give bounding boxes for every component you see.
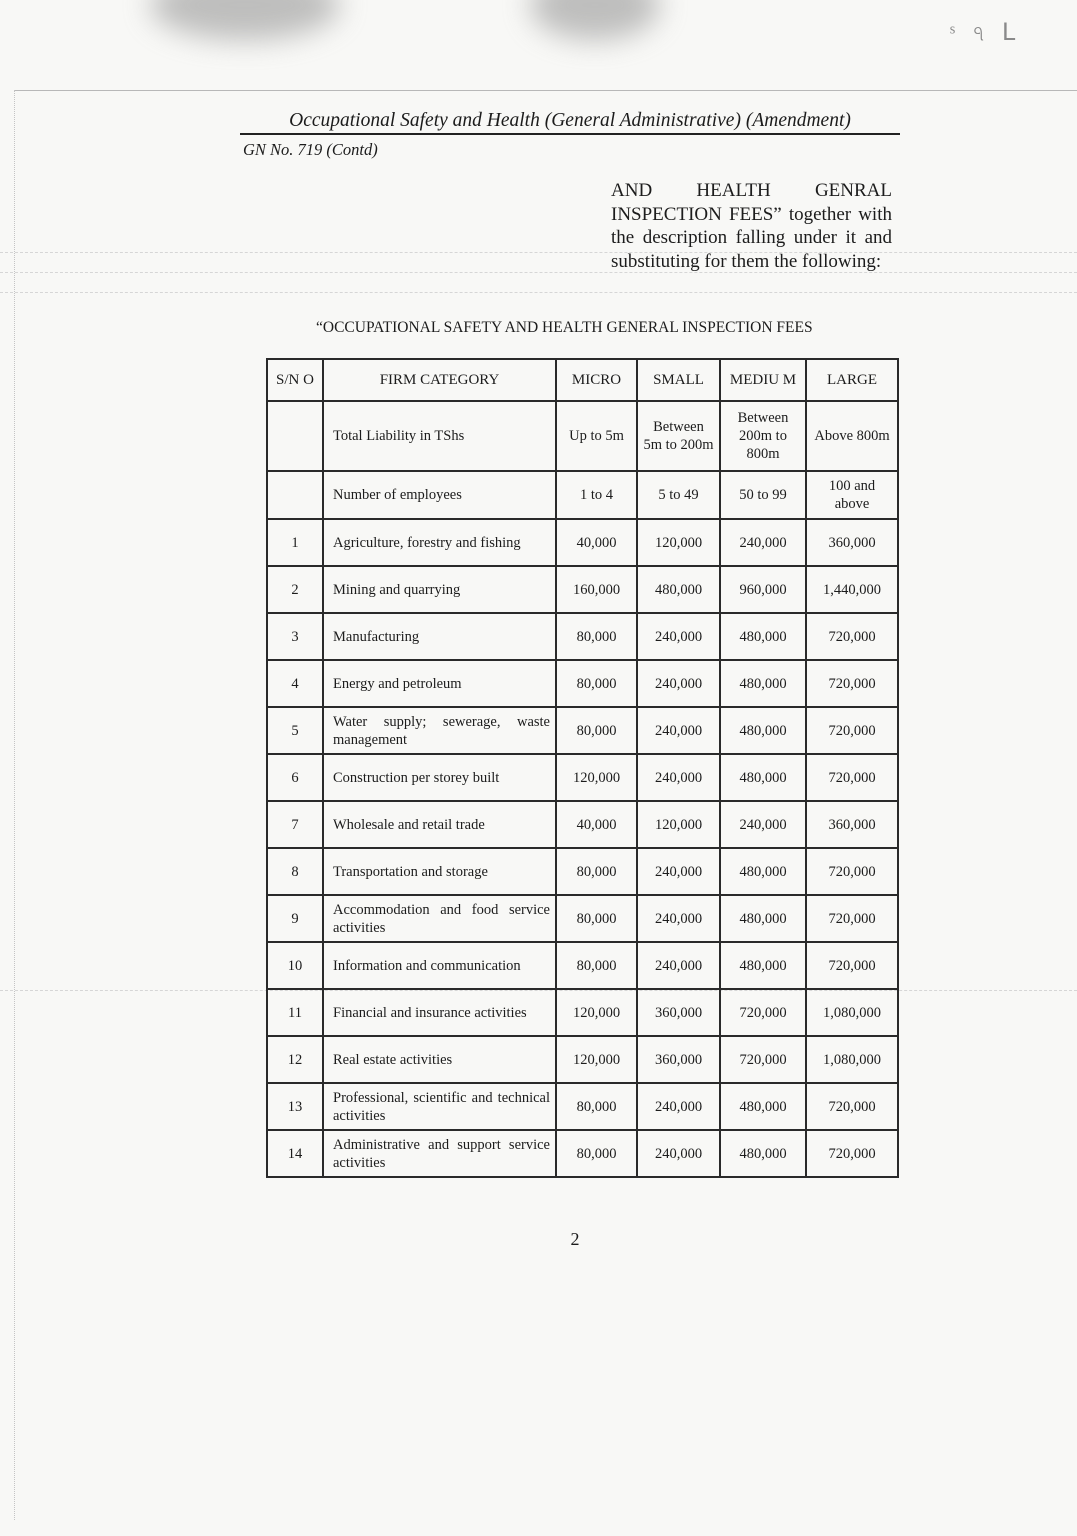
gn-number: GN No. 719 (Contd) bbox=[243, 140, 378, 159]
table-row bbox=[267, 1036, 898, 1083]
row-category: Real estate activities bbox=[323, 1036, 556, 1083]
liability-medium: Between 200m to 800m bbox=[720, 401, 806, 471]
row-small-fee: 240,000 bbox=[637, 1130, 720, 1177]
table-row bbox=[267, 1083, 898, 1130]
row-sn: 12 bbox=[267, 1036, 323, 1083]
row-large-fee: 720,000 bbox=[806, 707, 898, 754]
row-sn: 1 bbox=[267, 519, 323, 566]
row-medium-fee: 480,000 bbox=[720, 942, 806, 989]
scan-artifact-line bbox=[0, 252, 1077, 253]
liability-large: Above 800m bbox=[806, 401, 898, 471]
row-category: Construction per storey built bbox=[323, 754, 556, 801]
row-category: Wholesale and retail trade bbox=[323, 801, 556, 848]
row-micro-fee: 120,000 bbox=[556, 989, 637, 1036]
row-sn: 7 bbox=[267, 801, 323, 848]
table-row bbox=[267, 942, 898, 989]
row-medium-fee: 720,000 bbox=[720, 1036, 806, 1083]
row-sn: 3 bbox=[267, 613, 323, 660]
row-small-fee: 240,000 bbox=[637, 754, 720, 801]
row-micro-fee: 80,000 bbox=[556, 660, 637, 707]
table-row bbox=[267, 989, 898, 1036]
row-micro-fee: 120,000 bbox=[556, 754, 637, 801]
liability-small: Between 5m to 200m bbox=[637, 401, 720, 471]
row-sn: 9 bbox=[267, 895, 323, 942]
row-small-fee: 240,000 bbox=[637, 942, 720, 989]
row-sn: 5 bbox=[267, 707, 323, 754]
row-large-fee: 360,000 bbox=[806, 519, 898, 566]
row-category: Administrative and support service activities bbox=[323, 1130, 556, 1177]
row-category: Financial and insurance activities bbox=[323, 989, 556, 1036]
employees-row bbox=[267, 471, 898, 519]
table-row bbox=[267, 848, 898, 895]
row-sn: 10 bbox=[267, 942, 323, 989]
row-category: Transportation and storage bbox=[323, 848, 556, 895]
row-large-fee: 1,080,000 bbox=[806, 1036, 898, 1083]
employees-medium: 50 to 99 bbox=[720, 471, 806, 519]
table-row bbox=[267, 566, 898, 613]
row-sn: 4 bbox=[267, 660, 323, 707]
row-large-fee: 720,000 bbox=[806, 1083, 898, 1130]
page-number: 2 bbox=[570, 1229, 580, 1249]
row-medium-fee: 480,000 bbox=[720, 660, 806, 707]
table-row bbox=[267, 895, 898, 942]
row-micro-fee: 160,000 bbox=[556, 566, 637, 613]
row-small-fee: 240,000 bbox=[637, 660, 720, 707]
row-medium-fee: 480,000 bbox=[720, 895, 806, 942]
row-small-fee: 120,000 bbox=[637, 801, 720, 848]
row-category: Energy and petroleum bbox=[323, 660, 556, 707]
row-small-fee: 240,000 bbox=[637, 613, 720, 660]
row-micro-fee: 80,000 bbox=[556, 942, 637, 989]
row-small-fee: 360,000 bbox=[637, 1036, 720, 1083]
table-header-row bbox=[267, 359, 898, 401]
employees-large: 100 and above bbox=[806, 471, 898, 519]
intro-paragraph: AND HEALTH GENRAL INSPECTION FEES” together with the description falling under it and substituting for them the following: bbox=[611, 180, 892, 272]
row-micro-fee: 120,000 bbox=[556, 1036, 637, 1083]
row-large-fee: 720,000 bbox=[806, 895, 898, 942]
row-medium-fee: 240,000 bbox=[720, 801, 806, 848]
table-row bbox=[267, 613, 898, 660]
table-row bbox=[267, 660, 898, 707]
header-sn: S/N O bbox=[267, 359, 323, 401]
row-medium-fee: 960,000 bbox=[720, 566, 806, 613]
employees-label: Number of employees bbox=[323, 471, 556, 519]
scan-corner-mark: ˢ ঀ ᒪ bbox=[950, 20, 1022, 46]
row-sn: 14 bbox=[267, 1130, 323, 1177]
employees-micro: 1 to 4 bbox=[556, 471, 637, 519]
row-small-fee: 240,000 bbox=[637, 848, 720, 895]
header-medium: MEDIU M bbox=[720, 359, 806, 401]
header-large: LARGE bbox=[806, 359, 898, 401]
row-large-fee: 360,000 bbox=[806, 801, 898, 848]
table-cell-sn bbox=[267, 471, 323, 519]
row-large-fee: 720,000 bbox=[806, 754, 898, 801]
row-micro-fee: 80,000 bbox=[556, 895, 637, 942]
scan-left-edge bbox=[14, 90, 15, 1520]
row-medium-fee: 480,000 bbox=[720, 848, 806, 895]
row-medium-fee: 480,000 bbox=[720, 1083, 806, 1130]
row-small-fee: 240,000 bbox=[637, 707, 720, 754]
row-micro-fee: 80,000 bbox=[556, 1083, 637, 1130]
row-medium-fee: 720,000 bbox=[720, 989, 806, 1036]
row-sn: 11 bbox=[267, 989, 323, 1036]
row-small-fee: 240,000 bbox=[637, 895, 720, 942]
row-micro-fee: 80,000 bbox=[556, 848, 637, 895]
scan-artifact-line bbox=[0, 272, 1077, 273]
running-header-title: Occupational Safety and Health (General Administrative) (Amendment) bbox=[240, 110, 900, 135]
row-sn: 2 bbox=[267, 566, 323, 613]
scan-smudge-right bbox=[530, 0, 660, 40]
scan-smudge-left bbox=[150, 0, 340, 40]
row-small-fee: 480,000 bbox=[637, 566, 720, 613]
row-micro-fee: 80,000 bbox=[556, 613, 637, 660]
row-micro-fee: 80,000 bbox=[556, 707, 637, 754]
row-category: Professional, scientific and technical activities bbox=[323, 1083, 556, 1130]
row-category: Accommodation and food service activities bbox=[323, 895, 556, 942]
row-small-fee: 120,000 bbox=[637, 519, 720, 566]
row-medium-fee: 480,000 bbox=[720, 754, 806, 801]
row-category: Water supply; sewerage, waste management bbox=[323, 707, 556, 754]
row-micro-fee: 40,000 bbox=[556, 519, 637, 566]
row-category: Agriculture, forestry and fishing bbox=[323, 519, 556, 566]
scan-top-rule bbox=[14, 90, 1077, 91]
row-micro-fee: 40,000 bbox=[556, 801, 637, 848]
row-large-fee: 720,000 bbox=[806, 942, 898, 989]
liability-label: Total Liability in TShs bbox=[323, 401, 556, 471]
row-micro-fee: 80,000 bbox=[556, 1130, 637, 1177]
row-large-fee: 720,000 bbox=[806, 660, 898, 707]
table-row bbox=[267, 519, 898, 566]
table-row bbox=[267, 754, 898, 801]
table-cell-sn bbox=[267, 401, 323, 471]
row-sn: 6 bbox=[267, 754, 323, 801]
table-row bbox=[267, 707, 898, 754]
row-medium-fee: 480,000 bbox=[720, 707, 806, 754]
table-row bbox=[267, 1130, 898, 1177]
row-category: Information and communication bbox=[323, 942, 556, 989]
scan-artifact-line bbox=[0, 292, 1077, 293]
row-small-fee: 240,000 bbox=[637, 1083, 720, 1130]
row-large-fee: 720,000 bbox=[806, 1130, 898, 1177]
row-medium-fee: 240,000 bbox=[720, 519, 806, 566]
inspection-fees-table bbox=[266, 358, 899, 1178]
employees-small: 5 to 49 bbox=[637, 471, 720, 519]
table-row bbox=[267, 801, 898, 848]
row-category: Mining and quarrying bbox=[323, 566, 556, 613]
row-sn: 13 bbox=[267, 1083, 323, 1130]
header-firm-category: FIRM CATEGORY bbox=[323, 359, 556, 401]
row-category: Manufacturing bbox=[323, 613, 556, 660]
row-large-fee: 1,440,000 bbox=[806, 566, 898, 613]
liability-row bbox=[267, 401, 898, 471]
row-large-fee: 720,000 bbox=[806, 848, 898, 895]
row-large-fee: 720,000 bbox=[806, 613, 898, 660]
row-large-fee: 1,080,000 bbox=[806, 989, 898, 1036]
liability-micro: Up to 5m bbox=[556, 401, 637, 471]
header-micro: MICRO bbox=[556, 359, 637, 401]
table-caption: “OCCUPATIONAL SAFETY AND HEALTH GENERAL INSPECTION FEES bbox=[316, 319, 813, 336]
row-medium-fee: 480,000 bbox=[720, 1130, 806, 1177]
row-sn: 8 bbox=[267, 848, 323, 895]
header-small: SMALL bbox=[637, 359, 720, 401]
row-medium-fee: 480,000 bbox=[720, 613, 806, 660]
row-small-fee: 360,000 bbox=[637, 989, 720, 1036]
